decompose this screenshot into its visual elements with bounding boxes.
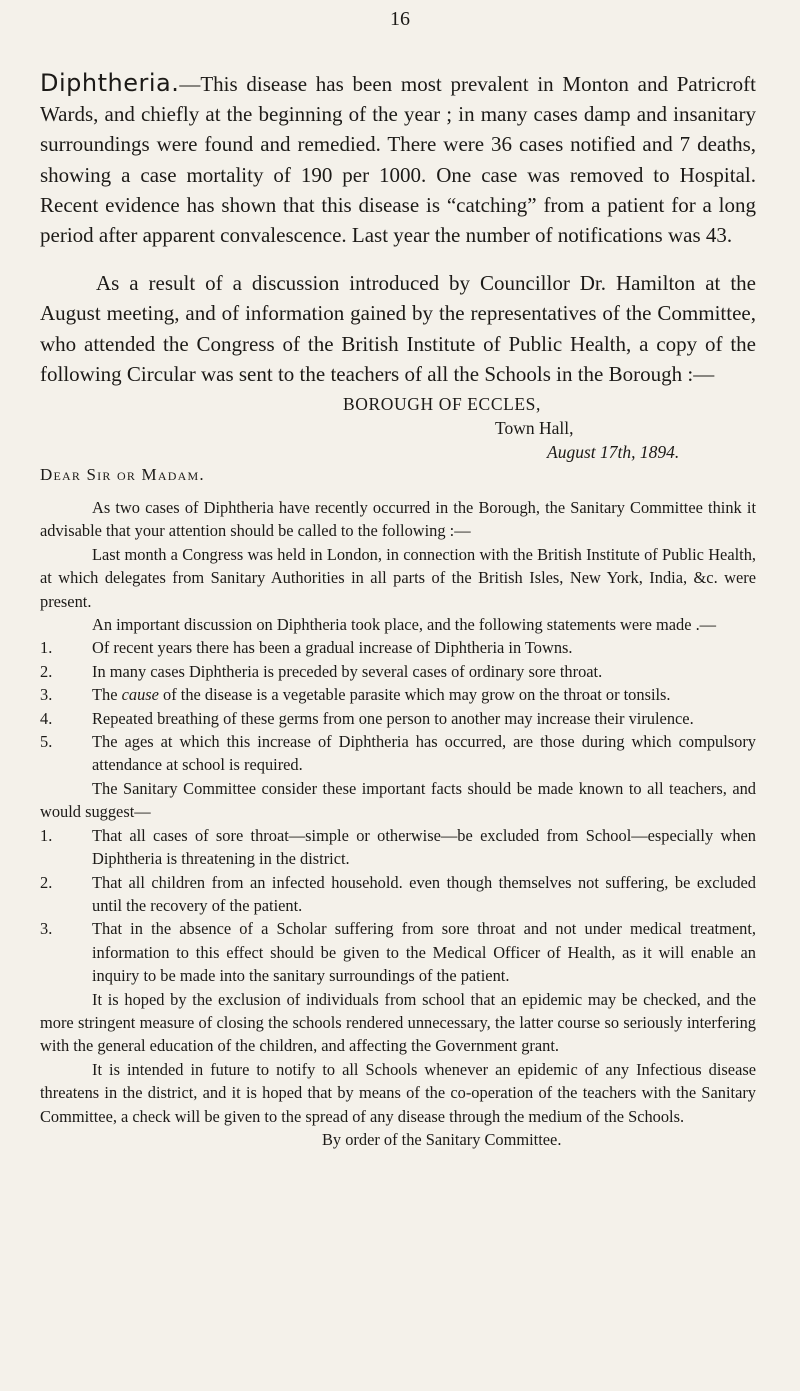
statement-number: 5. — [40, 732, 53, 752]
section-heading: Diphtheria. — [40, 69, 180, 97]
statement-number: 4. — [40, 708, 53, 728]
letter-congress: Last month a Congress was held in London, in connection with the British Institute of Public Health, at which delegates from Sanitary Authorities in all parts of the British Isles, New York, India, &c. were present. — [40, 544, 756, 611]
statement-text: In many cases Diphtheria is preceded by several cases of ordinary sore throat. — [92, 661, 603, 681]
statement-text: Repeated breathing of these germs from one person to another may increase their virulence. — [92, 708, 694, 728]
letter-salutation: Dear Sir or Madam. — [40, 465, 205, 484]
statement-text: The ages at which this increase of Diphtheria has occurred, are those during which compulsory attendance at school is required. — [92, 732, 756, 775]
statement-text-prefix: The — [92, 685, 122, 705]
statement-text — [92, 683, 756, 706]
letterhead-borough: BOROUGH OF ECCLES, — [343, 394, 541, 414]
letterhead — [40, 392, 756, 464]
statement-text-suffix: of the disease is a vegetable parasite which may grow on the throat or tonsils. — [158, 685, 671, 705]
suggestion-item — [40, 871, 756, 918]
suggestion-text: That all children from an infected household. even though themselves not suffering, be excluded until the recovery of the patient. — [92, 872, 756, 915]
suggestion-text: That all cases of sore throat—simple or otherwise—be excluded from School—especially when Diphtheria is threatening in the district. — [92, 825, 756, 869]
statement-item — [40, 730, 756, 777]
statement-text: Of recent years there has been a gradual increase of Diphtheria in Towns. — [92, 638, 573, 658]
letterhead-address: Town Hall, — [495, 418, 574, 438]
suggestion-item — [40, 917, 756, 987]
circular-intro-paragraph: As a result of a discussion introduced by Councillor Dr. Hamilton at the August meeting, and of information gained by the representatives of the Committee, who attended the Congress of the British Institute of Public Health, a copy of the following Circular was sent to the teachers of all the Schools in the Borough :— — [40, 271, 756, 386]
statement-number: 2. — [40, 661, 53, 681]
suggestion-item — [40, 824, 756, 871]
statement-number: 3. — [40, 685, 53, 705]
letter-discussion: An important discussion on Diphtheria took place, and the following statements were made .— — [92, 615, 717, 635]
letter-signoff: By order of the Sanitary Committee. — [322, 1129, 562, 1149]
statement-item — [40, 683, 756, 706]
statement-item — [40, 660, 756, 683]
letter-suggest: The Sanitary Committee consider these important facts should be made known to all teachers, and would suggest— — [40, 778, 756, 822]
statement-number: 1. — [40, 638, 53, 658]
letter-intro: As two cases of Diphtheria have recently occurred in the Borough, the Sanitary Committee think it advisable that your attention should be called to the following :— — [40, 498, 756, 541]
suggestion-number: 3. — [40, 919, 53, 939]
statement-item — [40, 707, 756, 730]
page-number: 16 — [390, 8, 410, 30]
suggestion-text: That in the absence of a Scholar suffering from sore throat and not under medical treatment, information to this effect should be given to the Medical Officer of Health, as it will enable an inquiry to be made into the sanitary surroundings of the patient. — [92, 919, 756, 986]
report-section — [40, 68, 756, 389]
diphtheria-text: —This disease has been most prevalent in Monton and Patricroft Wards, and chiefly at the beginning of the year ; in many cases damp and insanitary surroundings were found and remedied. There were 36 cases notified and 7 deaths, showing a case mortality of 190 per 1000. One case was removed to Hospital. Recent evidence has shown that this disease is “catching” from a patient for a long period after apparent convalescence. Last year the number of notifications was 43. — [40, 72, 756, 248]
statement-emphasis: cause — [121, 685, 159, 705]
suggestion-number: 1. — [40, 825, 53, 845]
circular-letter — [40, 496, 756, 1151]
letter-hoped: It is hoped by the exclusion of individuals from school that an epidemic may be checked, and the more stringent measure of closing the schools rendered unnecessary, the latter course so seriously interfering with the general education of the children, and affecting the Government grant. — [40, 989, 756, 1056]
letterhead-date: August 17th, 1894. — [547, 442, 680, 462]
suggestion-number: 2. — [40, 872, 53, 892]
diphtheria-paragraph — [40, 68, 756, 250]
statement-item — [40, 636, 756, 659]
letter-intended: It is intended in future to notify to all Schools whenever an epidemic of any Infectious disease threatens in the district, and it is hoped that by means of the co-operation of the teachers with the Sanitary Committee, a check will be given to the spread of any disease through the medium of the Schools. — [40, 1059, 756, 1126]
